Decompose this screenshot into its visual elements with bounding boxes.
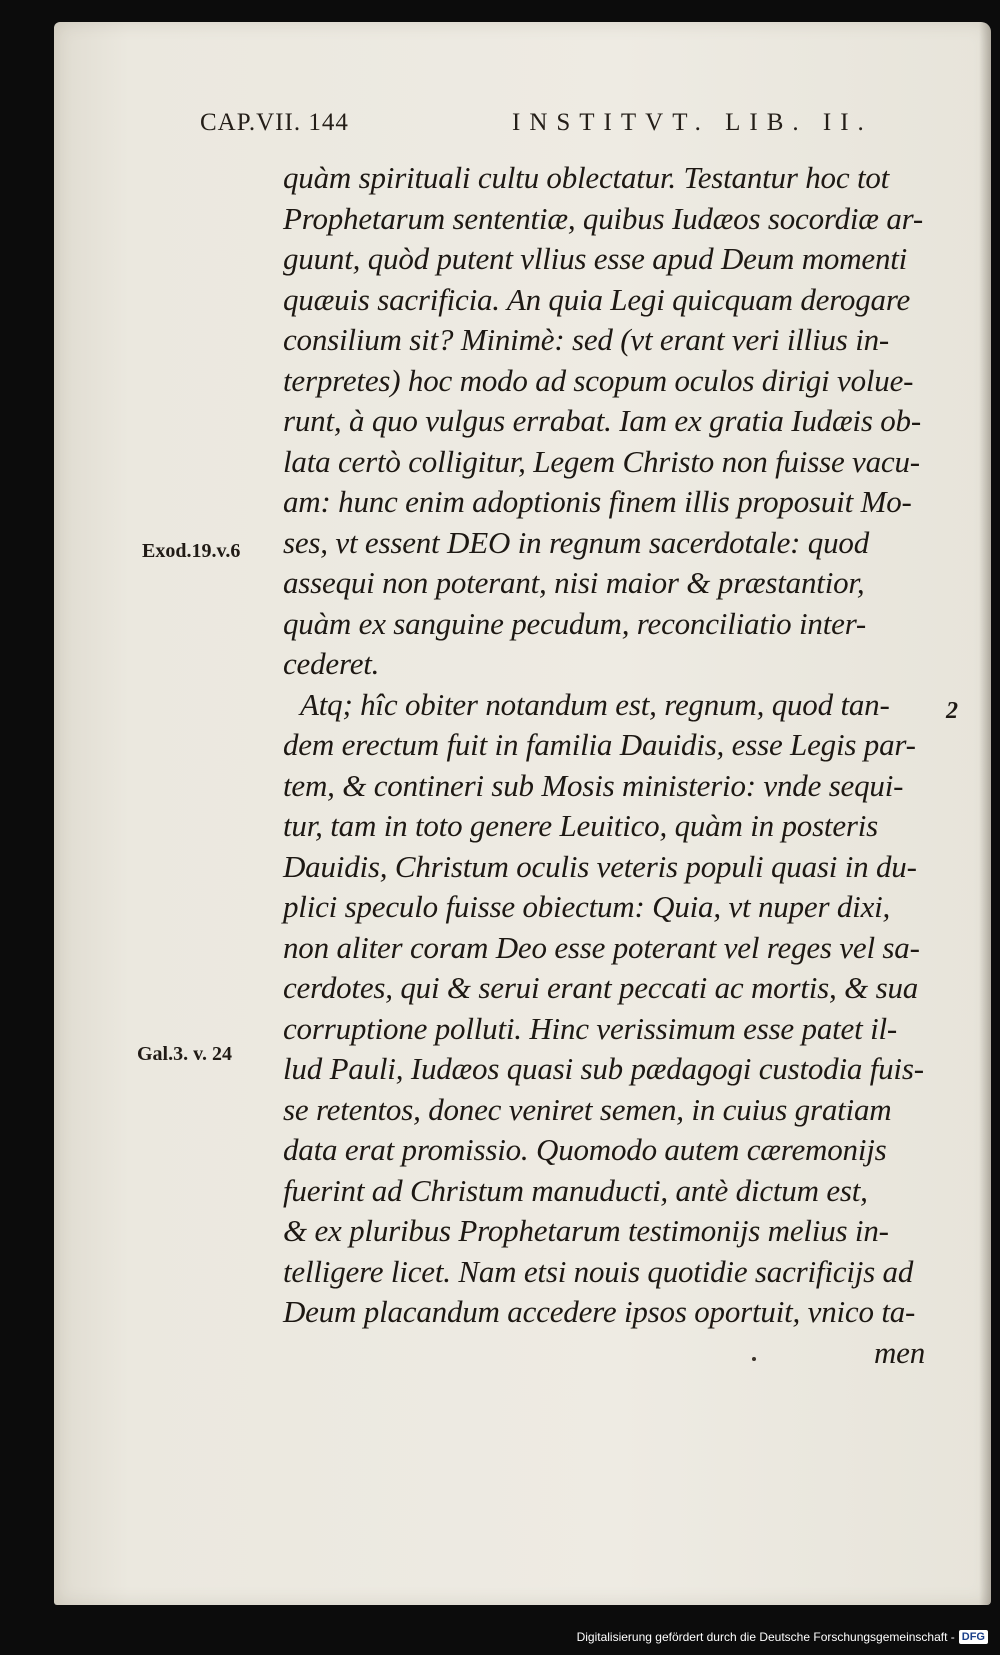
text-line: ses, vt essent DEO in regnum sacerdotale: quod (283, 524, 870, 560)
text-line: am: hunc enim adoptionis finem illis proposuit Mo- (283, 484, 912, 519)
catchword: men (873, 1334, 925, 1370)
printer-mark (752, 1357, 756, 1361)
text-line: guunt, quòd putent vllius esse apud Deum momenti (283, 241, 908, 276)
text-line: lata certò colligitur, Legem Christo non fuisse vacu- (283, 443, 920, 479)
running-header (54, 109, 991, 149)
header-chapter-page: CAP.VII. 144 (200, 109, 349, 136)
text-line: plici speculo fuisse obiectum: Quia, vt nuper dixi, (283, 889, 891, 924)
text-line: Prophetarum sententiæ, quibus Iudæos socordiæ ar- (283, 200, 924, 236)
text-line: quàm spirituali cultu oblectatur. Testantur hoc tot (283, 160, 890, 195)
footer-credit: Digitalisierung gefördert durch die Deutsche Forschungsgemeinschaft - (576, 1630, 955, 1644)
text-line: data erat promissio. Quomodo autem cæremonijs (283, 1132, 887, 1167)
text-line: dem erectum fuit in familia Dauidis, esse Legis par- (283, 727, 916, 762)
text-line: corruptione polluti. Hinc verissimum esse patet il- (283, 1010, 898, 1046)
text-line: quàm ex sanguine pecudum, reconciliatio inter- (283, 605, 867, 641)
text-line: Dauidis, Christum oculis veteris populi quasi in du- (283, 848, 917, 884)
text-line: se retentos, donec veniret semen, in cuius gratiam (283, 1091, 892, 1127)
text-line: tem, & contineri sub Mosis ministerio: vnde sequi- (283, 767, 904, 803)
body-text (283, 158, 943, 1373)
text-line: assequi non poterant, nisi maior & præstantior, (283, 565, 865, 600)
paragraph-number: 2 (946, 698, 958, 724)
text-line: cederet. (283, 646, 380, 681)
text-line-paragraph-start: Atq; hîc obiter notandum est, regnum, quod tan- (300, 686, 890, 722)
dfg-logo-icon: DFG (959, 1630, 988, 1644)
text-line: & ex pluribus Prophetarum testimonijs melius in- (283, 1213, 889, 1248)
margin-note-exodus: Exod.19.v.6 (142, 540, 241, 562)
margin-note-galatians: Gal.3. v. 24 (137, 1043, 233, 1065)
text-line: lud Pauli, Iudæos quasi sub pædagogi custodia fuis- (283, 1051, 924, 1086)
text-line: quæuis sacrificia. An quia Legi quicquam derogare (283, 281, 911, 317)
text-line: cerdotes, qui & serui erant peccati ac mortis, & sua (283, 970, 919, 1005)
text-line: consilium sit? Minimè: sed (vt erant veri illius in- (283, 322, 890, 357)
text-line: telligere licet. Nam etsi nouis quotidie sacrificijs ad (283, 1253, 914, 1289)
digitization-footer (577, 1627, 988, 1647)
header-title: INSTITVT. LIB. II. (512, 109, 873, 136)
text-line: tur, tam in toto genere Leuitico, quàm in posteris (283, 808, 879, 843)
text-line: terpretes) hoc modo ad scopum oculos dirigi volue- (283, 362, 914, 398)
text-line: non aliter coram Deo esse poterant vel reges vel sa- (283, 929, 920, 965)
text-line: fuerint ad Christum manuducti, antè dictum est, (283, 1172, 868, 1208)
text-line: Deum placandum accedere ipsos oportuit, vnico ta- (283, 1294, 916, 1329)
text-line: runt, à quo vulgus errabat. Iam ex gratia Iudæis ob- (283, 403, 921, 438)
